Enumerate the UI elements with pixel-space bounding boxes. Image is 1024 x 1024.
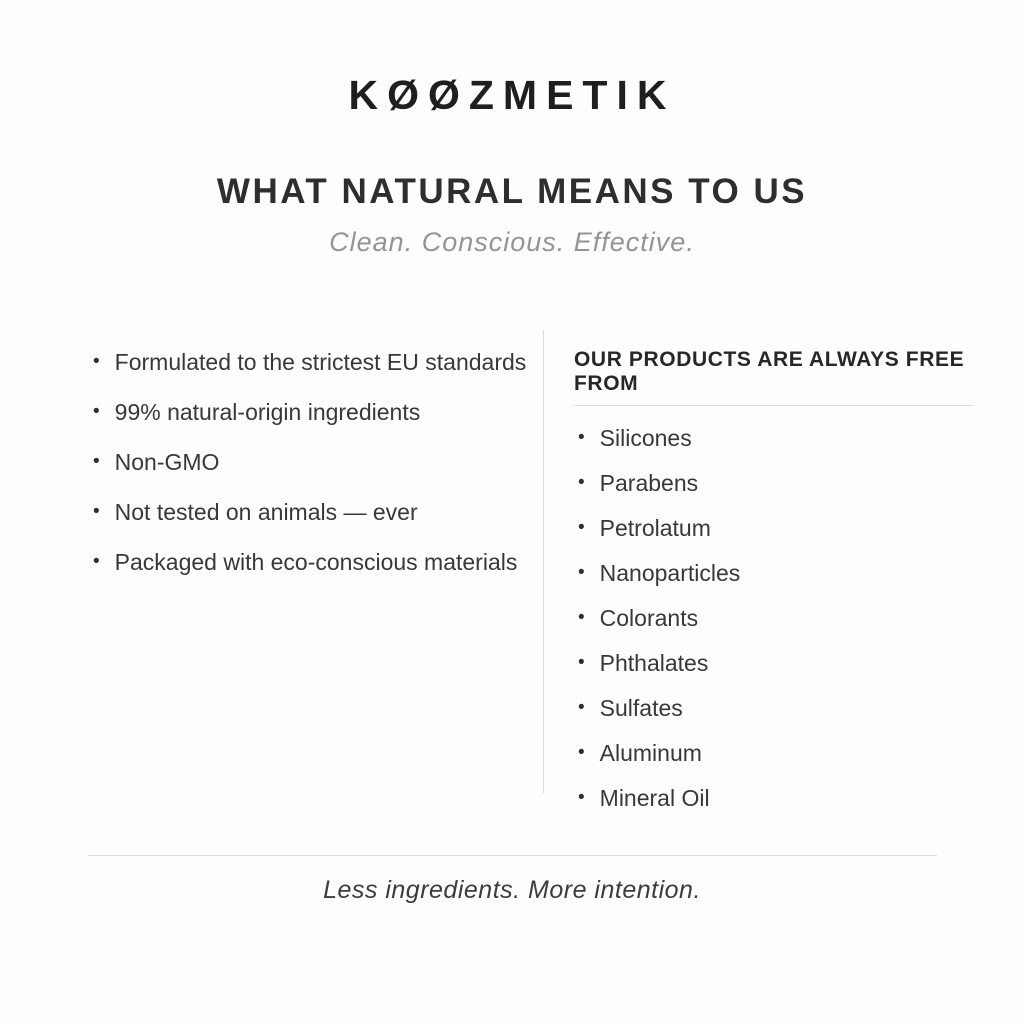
list-item-text: Mineral Oil (599, 785, 710, 811)
bullet-icon: • (93, 401, 100, 422)
bullet-icon: • (578, 562, 585, 583)
list-item-text: Not tested on animals — ever (114, 499, 418, 525)
bullet-icon: • (578, 652, 585, 673)
list-item-text: Sulfates (599, 695, 683, 721)
bullet-icon: • (578, 472, 585, 493)
list-item (574, 558, 974, 588)
footer-tagline: Less ingredients. More intention. (323, 876, 701, 904)
list-item-text: Packaged with eco-conscious materials (114, 549, 518, 575)
list-item (88, 397, 543, 427)
bullet-icon: • (93, 351, 100, 372)
benefits-column (88, 330, 543, 828)
bullet-icon: • (93, 551, 100, 572)
free-from-list (574, 423, 974, 813)
benefits-list (88, 331, 543, 577)
list-item-text: Silicones (599, 425, 692, 451)
list-item (88, 547, 543, 577)
list-item-text: Phthalates (599, 650, 709, 676)
list-item-text: Colorants (599, 605, 699, 631)
list-item-text: Nanoparticles (599, 560, 741, 586)
list-item (574, 693, 974, 723)
bullet-icon: • (93, 451, 100, 472)
bullet-icon: • (578, 607, 585, 628)
list-item-text: Aluminum (599, 740, 702, 766)
page-title: WHAT NATURAL MEANS TO US (216, 172, 808, 211)
list-item (574, 468, 974, 498)
list-item (88, 347, 543, 377)
bullet-icon: • (578, 427, 585, 448)
list-item (88, 497, 543, 527)
free-from-panel (544, 330, 974, 828)
bullet-icon: • (578, 742, 585, 763)
list-item-text: Formulated to the strictest EU standards (114, 349, 527, 375)
bullet-icon: • (578, 787, 585, 808)
list-item-text: Petrolatum (599, 515, 711, 541)
list-item-text: Non-GMO (114, 449, 220, 475)
list-item-text: Parabens (599, 470, 699, 496)
footer-divider (88, 855, 937, 856)
page-subtitle: Clean. Conscious. Effective. (329, 227, 695, 257)
list-item (574, 738, 974, 768)
list-item (574, 603, 974, 633)
list-item (574, 783, 974, 813)
bullet-icon: • (578, 517, 585, 538)
free-from-header: OUR PRODUCTS ARE ALWAYS FREE FROM (574, 348, 974, 406)
list-item (574, 513, 974, 543)
bullet-icon: • (578, 697, 585, 718)
brand-logo: KØØZMETIK (348, 72, 676, 118)
list-item (574, 423, 974, 453)
list-item-text: 99% natural-origin ingredients (114, 399, 421, 425)
list-item (88, 447, 543, 477)
bullet-icon: • (93, 501, 100, 522)
content-columns (88, 330, 974, 828)
list-item (574, 648, 974, 678)
